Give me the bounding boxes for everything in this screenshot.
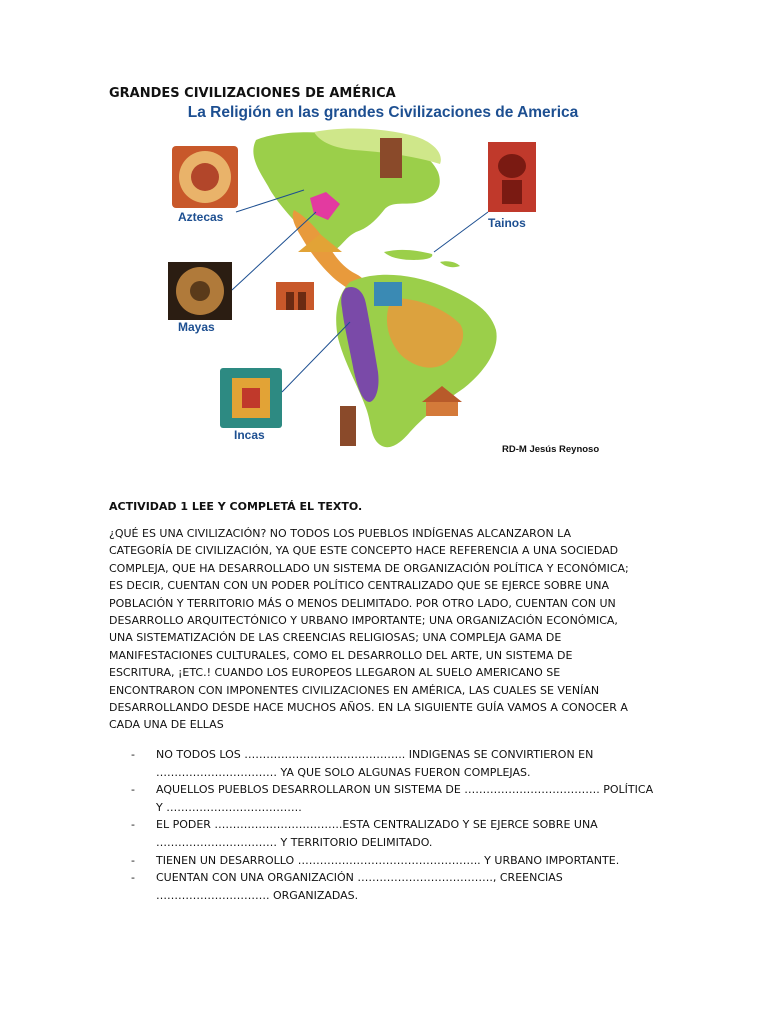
bullet-dash: - xyxy=(131,818,135,832)
taino-connector xyxy=(434,212,488,252)
exercise-item xyxy=(109,781,669,816)
intro-line: DESARROLLANDO DESDE HACE MUCHOS AÑOS. EN LA SIGUIENTE GUÍA VAMOS A CONOCER A xyxy=(109,701,628,715)
exercise-item xyxy=(109,816,669,851)
exercise-line: …………………………… YA QUE SOLO ALGUNAS FUERON COMPLEJAS. xyxy=(156,765,531,779)
indigenous-figure-north xyxy=(380,138,402,178)
fill-in-exercise-list xyxy=(109,746,669,904)
intro-line: ENCONTRARON CON IMPONENTES CIVILIZACIONES EN AMÉRICA, LAS CUALES SE VENÍAN xyxy=(109,683,600,697)
exercise-line: AQUELLOS PUEBLOS DESARROLLARON UN SISTEMA DE ………………………………. POLÍTICA xyxy=(156,783,654,797)
exercise-line: …………………………. ORGANIZADAS. xyxy=(156,888,359,902)
incas-label: Incas xyxy=(234,428,265,442)
bullet-dash: - xyxy=(131,853,135,867)
inca-connector xyxy=(282,322,350,392)
tainos-label: Tainos xyxy=(488,216,526,230)
exercise-line: TIENEN UN DESARROLLO ………………………………………….. Y URBANO IMPORTANTE. xyxy=(156,853,620,867)
exercise-line: NO TODOS LOS …………………………………….. INDIGENAS SE CONVIRTIERON EN xyxy=(156,748,594,761)
document-title: GRANDES CIVILIZACIONES DE AMÉRICA xyxy=(109,86,396,101)
exercise-item xyxy=(109,852,669,870)
intro-line: COMPLEJA, QUE HA DESARROLLADO UN SISTEMA DE ORGANIZACIÓN POLÍTICA Y ECONÓMICA; xyxy=(109,561,629,575)
caribbean-islands xyxy=(384,250,432,260)
aztecas-label: Aztecas xyxy=(178,210,224,224)
indigenous-figure-south xyxy=(340,406,356,446)
intro-line: ¿QUÉ ES UNA CIVILIZACIÓN? NO TODOS LOS PUEBLOS INDÍGENAS ALCANZARON LA xyxy=(109,527,572,540)
intro-line: MANIFESTACIONES CULTURALES, COMO EL DESARROLLO DEL ARTE, UN SISTEMA DE xyxy=(109,648,573,662)
americas-map-illustration xyxy=(144,102,624,462)
intro-line: CATEGORÍA DE CIVILIZACIÓN, YA QUE ESTE CONCEPTO HACE REFERENCIA A UNA SOCIEDAD xyxy=(109,544,619,558)
intro-paragraph xyxy=(109,525,661,734)
temple-drawing xyxy=(276,282,314,310)
intro-line: DESARROLLO ARQUITECTÓNICO Y URBANO IMPORTANTE; UNA ORGANIZACIÓN ECONÓMICA, xyxy=(109,614,618,628)
intro-line: ES DECIR, CUENTAN CON UN PODER POLÍTICO CENTRALIZADO QUE SE EJERCE SOBRE UNA xyxy=(109,579,609,593)
intro-line: UNA SISTEMATIZACIÓN DE LAS CREENCIAS RELIGIOSAS; UNA COMPLEJA GAMA DE xyxy=(109,631,562,645)
exercise-line: …………………………… Y TERRITORIO DELIMITADO. xyxy=(156,835,433,849)
bullet-dash: - xyxy=(131,748,135,761)
religion-map-figure xyxy=(144,102,624,462)
inca-gate-drawing xyxy=(374,282,402,306)
intro-line: CADA UNA DE ELLAS xyxy=(109,718,224,732)
figure-credit: RD-M Jesús Reynoso xyxy=(502,444,600,455)
exercise-line: EL PODER ……………………………..ESTA CENTRALIZADO Y SE EJERCE SOBRE UNA xyxy=(156,818,598,832)
bullet-dash: - xyxy=(131,783,135,797)
bullet-dash: - xyxy=(131,871,135,885)
exercise-item xyxy=(109,869,669,904)
exercise-line: Y ………………………………. xyxy=(156,800,302,814)
figure-title: La Religión en las grandes Civilizaciones de America xyxy=(187,104,579,121)
exercise-line: CUENTAN CON UNA ORGANIZACIÓN ………………………………., CREENCIAS xyxy=(156,871,563,885)
mayas-label: Mayas xyxy=(178,320,215,334)
activity-heading: ACTIVIDAD 1 LEE Y COMPLETÁ EL TEXTO. xyxy=(109,500,363,513)
exercise-item xyxy=(109,746,669,781)
intro-line: POBLACIÓN Y TERRITORIO MÁS O MENOS DELIMITADO. POR OTRO LADO, CUENTAN CON UN xyxy=(109,596,616,610)
intro-line: ESCRITURA, ¡ETC.! CUANDO LOS EUROPEOS LLEGARON AL SUELO AMERICANO SE xyxy=(109,666,561,680)
